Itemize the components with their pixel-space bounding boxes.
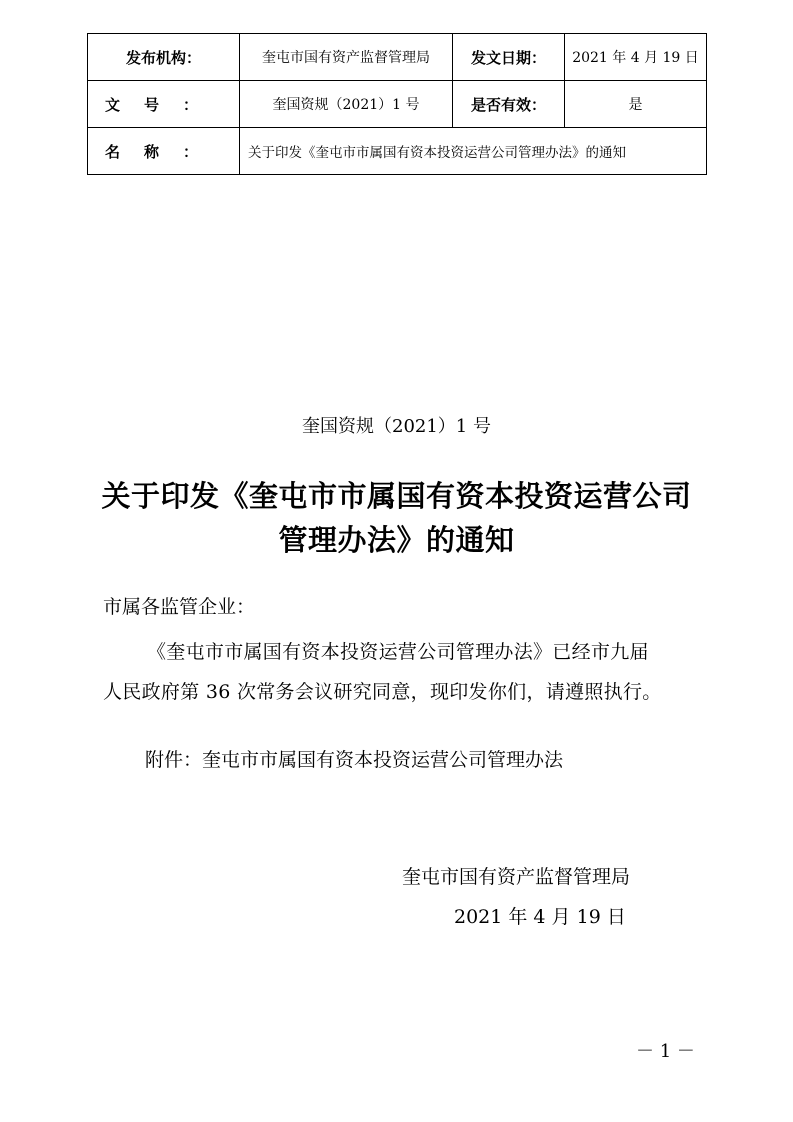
document-title (70, 474, 723, 562)
date-label: 发文日期： (453, 34, 565, 81)
page-number: － 1 － (636, 1041, 695, 1062)
metadata-table (87, 33, 707, 175)
body-paragraph (103, 632, 703, 712)
salutation: 市属各监管企业： (103, 596, 256, 618)
valid-label: 是否有效： (453, 81, 565, 128)
document-title-line-2: 管理办法》的通知 (278, 523, 515, 557)
body-line-2: 人民政府第 36 次常务会议研究同意，现印发你们，请遵照执行。 (103, 681, 662, 703)
body-line-1: 《奎屯市市属国有资本投资运营公司管理办法》已经市九届 (147, 641, 649, 663)
document-number: 奎国资规（2021）1 号 (302, 416, 491, 437)
signature-date: 2021 年 4 月 19 日 (454, 906, 626, 928)
signature-issuer: 奎屯市国有资产监督管理局 (402, 866, 631, 888)
date-value: 2021 年 4 月 19 日 (565, 34, 707, 81)
name-value: 关于印发《奎屯市市属国有资本投资运营公司管理办法》的通知 (240, 128, 707, 175)
metadata-row-name (88, 128, 707, 175)
metadata-row-issuer (88, 34, 707, 81)
docno-value: 奎国资规（2021）1 号 (240, 81, 453, 128)
document-title-line-1: 关于印发《奎屯市市属国有资本投资运营公司 (101, 479, 692, 513)
name-label: 名称： (88, 128, 240, 175)
docno-label: 文号： (88, 81, 240, 128)
metadata-row-docno (88, 81, 707, 128)
valid-value: 是 (565, 81, 707, 128)
issuer-value: 奎屯市国有资产监督管理局 (240, 34, 453, 81)
attachment-note: 附件：奎屯市市属国有资本投资运营公司管理办法 (145, 749, 564, 771)
issuer-label: 发布机构： (88, 34, 240, 81)
